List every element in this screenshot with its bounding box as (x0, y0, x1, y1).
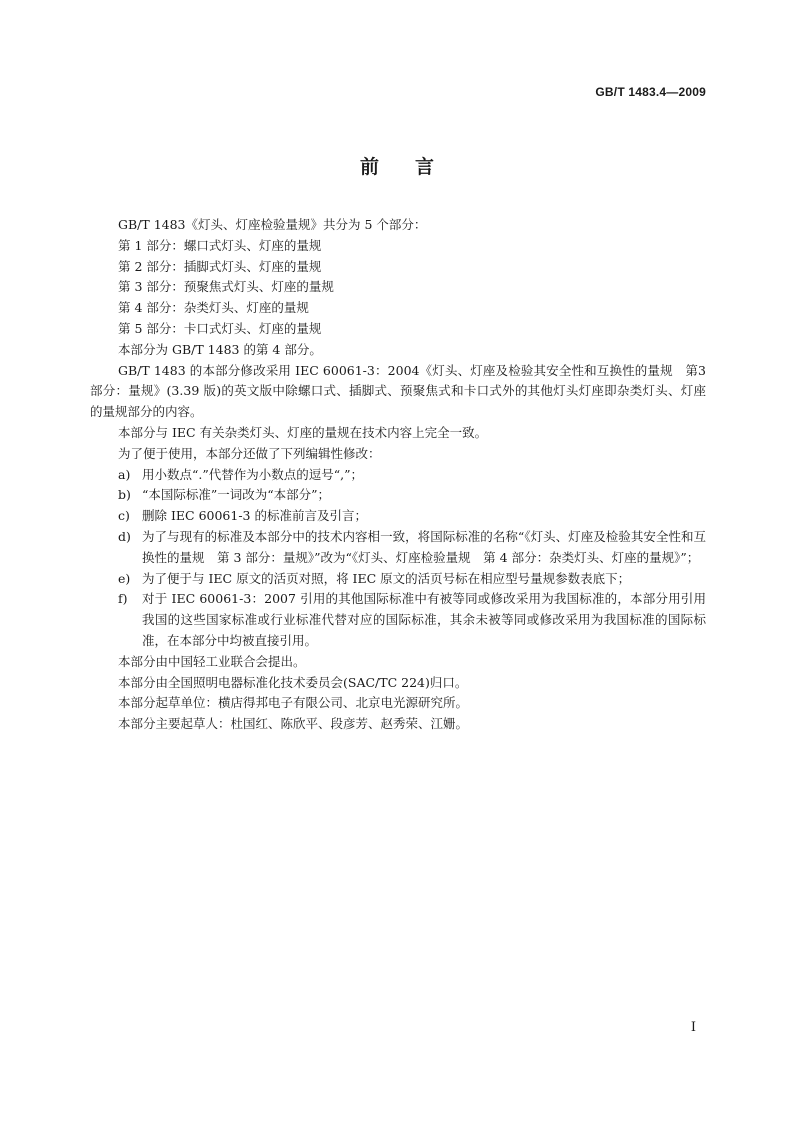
list-item-text: 为了便于与 IEC 原文的活页对照，将 IEC 原文的活页号标在相应型号量规参数表底下； (142, 570, 631, 586)
page-number: I (690, 1020, 696, 1035)
list-item (90, 589, 706, 651)
paragraph-part-1: 第 1 部分：螺口式灯头、灯座的量规 (118, 237, 322, 253)
paragraph-committee: 本部分由全国照明电器标准化技术委员会(SAC/TC 224)归口。 (118, 674, 468, 690)
paragraph-edits-intro: 为了便于使用，本部分还做了下列编辑性修改： (118, 445, 381, 461)
paragraph-this-part: 本部分为 GB/T 1483 的第 4 部分。 (118, 341, 322, 357)
paragraph-adoption: GB/T 1483 的本部分修改采用 IEC 60061-3：2004《灯头、灯座及检验其安全性和互换性的量规 第3部分：量规》(3.39 版)的英文版中除螺口式、插脚式、预聚焦式和卡口式外的其他灯头灯座即杂类灯头、灯座的量规部分的内容。 (90, 362, 706, 420)
list-item-label: b) (118, 487, 131, 503)
list-item (90, 506, 706, 527)
paragraph-drafters: 本部分主要起草人：杜国红、陈欣平、段彦芳、赵秀荣、江姗。 (118, 716, 469, 732)
list-item (90, 485, 706, 506)
list-item-label: a) (118, 466, 131, 482)
list-item (90, 465, 706, 486)
paragraph-consistency: 本部分与 IEC 有关杂类灯头、灯座的量规在技术内容上完全一致。 (118, 424, 488, 440)
list-item-label: f) (118, 591, 128, 607)
list-item-label: d) (118, 528, 131, 544)
paragraph-part-4: 第 4 部分：杂类灯头、灯座的量规 (118, 300, 309, 316)
paragraph-drafting-units: 本部分起草单位：横店得邦电子有限公司、北京电光源研究所。 (118, 695, 469, 711)
paragraph-part-5: 第 5 部分：卡口式灯头、灯座的量规 (118, 320, 322, 336)
paragraph-part-2: 第 2 部分：插脚式灯头、灯座的量规 (118, 258, 322, 274)
list-item (90, 527, 706, 569)
list-item-text: 删除 IEC 60061-3 的标准前言及引言； (142, 508, 367, 524)
list-item-text: “本国际标准”一词改为“本部分”； (142, 487, 331, 503)
foreword-body (90, 215, 706, 735)
standard-code: GB/T 1483.4—2009 (595, 85, 706, 99)
list-item-text: 用小数点“.”代替作为小数点的逗号“,”； (142, 466, 364, 482)
list-item-label: e) (118, 570, 131, 586)
page-title: 前言 (359, 156, 470, 178)
list-item-text: 为了与现有的标准及本部分中的技术内容相一致，将国际标准的名称“《灯头、灯座及检验其安全性和互换性的量规 第 3 部分：量规》”改为“《灯头、灯座检验量规 第 4 部分：杂类灯头、灯座的量规》”； (142, 528, 706, 565)
list-item (90, 569, 706, 590)
paragraph-proposer: 本部分由中国轻工业联合会提出。 (118, 653, 306, 669)
paragraph-part-3: 第 3 部分：预聚焦式灯头、灯座的量规 (118, 279, 334, 295)
list-item-text: 对于 IEC 60061-3：2007 引用的其他国际标准中有被等同或修改采用为我国标准的，本部分用引用我国的这些国家标准或行业标准代替对应的国际标准，其余未被等同或修改采用为我国标准的国际标准，在本部分中均被直接引用。 (142, 591, 706, 648)
list-item-label: c) (118, 508, 130, 524)
paragraph-parts-intro: GB/T 1483《灯头、灯座检验量规》共分为 5 个部分： (118, 217, 427, 232)
